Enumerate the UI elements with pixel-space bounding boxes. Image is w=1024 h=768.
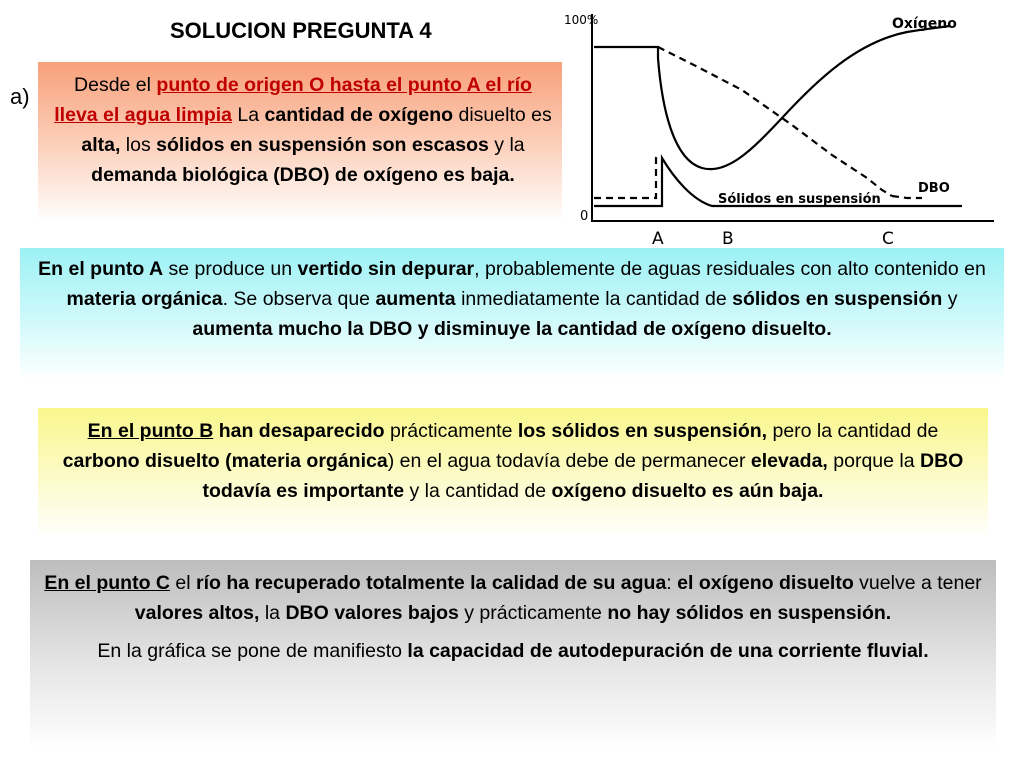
solids-label: Sólidos en suspensión [718, 192, 881, 207]
y-top-label: 100% [564, 13, 599, 27]
explanation-box-point-a [20, 248, 1004, 380]
text: En el punto C [44, 572, 170, 594]
text: En el punto B [87, 420, 214, 442]
text: DBO todavía es importante [202, 450, 964, 502]
text: aumenta mucho la DBO y disminuye la cantidad de oxígeno [192, 318, 747, 340]
explanation-box-origin [38, 62, 568, 222]
y-bottom-label: 0 [580, 209, 589, 224]
text: aumenta [375, 288, 456, 310]
text: inmediatamente la cantidad de [455, 288, 733, 310]
text: En el punto A [38, 258, 164, 280]
text: vuelve a tener [853, 572, 982, 594]
oxygen-label: Oxígeno [892, 16, 957, 32]
explanation-box-point-c [30, 560, 996, 750]
text: disuelto. [746, 318, 832, 340]
x-label-c: C [882, 229, 894, 248]
page-title: SOLUCION PREGUNTA 4 [170, 18, 432, 43]
dbo-label: DBO [918, 181, 950, 196]
text: sólidos en suspensión son escasos [156, 134, 489, 156]
text: DBO valores bajos [285, 602, 459, 624]
text: y [942, 288, 958, 310]
text: demanda biológica (DBO) de oxígeno es baja. [91, 164, 515, 186]
text: ) en el agua todavía debe de permanecer [387, 450, 751, 472]
text: prácticamente [384, 420, 518, 442]
paragraph [44, 636, 982, 666]
text: alta, [81, 134, 121, 156]
text: y la cantidad de [404, 480, 552, 502]
text: : [666, 572, 678, 594]
text: En la gráfica se pone de manifiesto [97, 640, 408, 662]
text: no hay sólidos en suspensión. [607, 602, 892, 624]
text: y la [488, 134, 525, 156]
text: cantidad de oxígeno [264, 104, 454, 126]
item-letter: a) [10, 84, 30, 109]
text: valores altos, [134, 602, 260, 624]
text: materia orgánica [66, 288, 223, 310]
text: la capacidad de autodepuración de una corriente fluvial. [407, 640, 929, 662]
text: La [232, 104, 265, 126]
text: río ha recuperado totalmente la calidad de su agua [196, 572, 667, 594]
text: elevada, [750, 450, 828, 472]
text: Desde el [74, 74, 157, 96]
text: disuelto es [453, 104, 552, 126]
x-label-b: B [722, 229, 734, 248]
text: carbono disuelto (materia orgánica [62, 450, 388, 472]
text: pero la cantidad de [767, 420, 939, 442]
text: la [259, 602, 286, 624]
text: punto de origen O hasta el punto A el río lleva el agua limpia [54, 74, 532, 126]
text: se produce un [163, 258, 298, 280]
text: . Se observa que [222, 288, 376, 310]
text: los sólidos en suspensión, [517, 420, 768, 442]
river-quality-chart [562, 0, 1018, 248]
text: los [120, 134, 157, 156]
paragraph [44, 568, 982, 628]
text: el oxígeno disuelto [677, 572, 854, 594]
text: porque la [827, 450, 921, 472]
text: oxígeno disuelto es aún baja. [551, 480, 824, 502]
text: sólidos en suspensión [732, 288, 943, 310]
text: vertido sin depurar [297, 258, 475, 280]
text: , probablemente de aguas residuales con alto contenido en [474, 258, 986, 280]
explanation-box-point-b [38, 408, 988, 538]
text: el [169, 572, 196, 594]
x-label-a: A [652, 229, 664, 248]
text: y prácticamente [458, 602, 608, 624]
text: han desaparecido [213, 420, 385, 442]
